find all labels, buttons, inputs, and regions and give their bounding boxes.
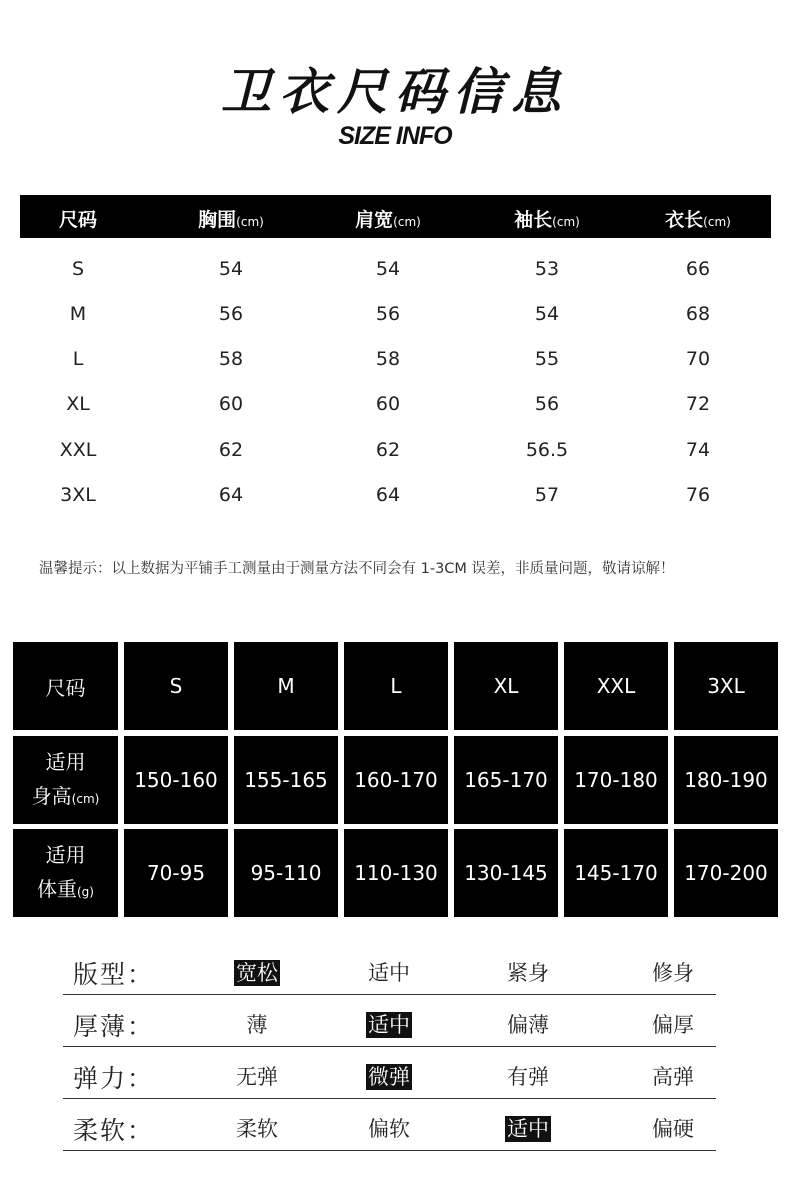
size-cell: M [69,303,87,325]
fit-size-label: 尺码 [13,642,118,730]
measure-table-header [20,195,771,238]
attribute-option: 偏厚 [652,1013,694,1037]
header-length: 衣长(cm) [665,209,731,231]
table-row [20,393,771,423]
fit-height-cell: 155-165 [234,736,338,824]
sleeve-cell: 55 [534,348,560,370]
weight-label-line2: 体重(g) [37,876,94,901]
size-cell: XXL [59,439,97,461]
attribute-option: 柔软 [236,1117,278,1141]
shoulder-cell: 56 [375,303,401,325]
fit-weight-cell: 70-95 [124,829,228,917]
sleeve-cell: 53 [534,258,560,280]
table-row [20,484,771,514]
fit-height-cell: 160-170 [344,736,448,824]
sleeve-cell: 56.5 [525,439,569,461]
attribute-option: 偏薄 [507,1013,549,1037]
fit-weight-cell: 110-130 [344,829,448,917]
table-row [20,303,771,333]
fit-height-cell: 165-170 [454,736,558,824]
shoulder-cell: 62 [375,439,401,461]
header-shoulder: 肩宽(cm) [355,209,421,231]
size-cell: XL [66,393,90,415]
fit-height-label [13,736,118,824]
attribute-option: 有弹 [507,1065,549,1089]
length-cell: 66 [685,258,711,280]
attribute-row-thickness [63,995,716,1047]
fit-height-cell: 170-180 [564,736,668,824]
table-row [20,258,771,288]
page-subtitle: SIZE INFO [338,122,452,150]
sleeve-cell: 57 [534,484,560,506]
header-chest: 胸围(cm) [198,209,264,231]
attribute-option: 偏硬 [652,1117,694,1141]
page-title: 卫衣尺码信息 [221,63,569,121]
attribute-option: 高弹 [652,1065,694,1089]
attribute-row-elasticity [63,1047,716,1099]
attribute-label: 厚薄： [73,1012,155,1041]
fit-size-cell: M [234,642,338,730]
size-cell: L [72,348,84,370]
size-cell: 3XL [60,484,96,506]
shoulder-cell: 54 [375,258,401,280]
attribute-option-selected: 宽松 [236,961,278,985]
attribute-option-selected: 适中 [507,1117,549,1141]
sleeve-cell: 56 [534,393,560,415]
fit-table [13,642,778,917]
fit-weight-cell: 145-170 [564,829,668,917]
attribute-option: 偏软 [368,1117,410,1141]
length-cell: 70 [685,348,711,370]
attribute-option: 薄 [246,1013,268,1037]
chest-cell: 60 [218,393,244,415]
chest-cell: 54 [218,258,244,280]
header-size: 尺码 [58,209,97,231]
sleeve-cell: 54 [534,303,560,325]
fit-weight-cell: 95-110 [234,829,338,917]
attribute-option: 修身 [652,961,694,985]
fit-size-cell: L [344,642,448,730]
attribute-label: 版型： [73,960,155,989]
fit-height-cell: 150-160 [124,736,228,824]
measurement-note: 温馨提示：以上数据为平铺手工测量由于测量方法不同会有 1-3CM 误差，非质量问题，敬请谅解！ [39,561,675,577]
fit-size-cell: XXL [564,642,668,730]
attribute-label: 弹力： [73,1064,155,1093]
height-label-line1: 适用 [45,749,86,774]
weight-label-line1: 适用 [45,842,86,867]
height-label-line2: 身高(cm) [31,783,100,808]
fit-size-cell: S [124,642,228,730]
attribute-row-softness [63,1099,716,1151]
attribute-option-selected: 微弹 [368,1065,410,1089]
fit-size-cell: 3XL [674,642,778,730]
fit-weight-label [13,829,118,917]
size-cell: S [71,258,85,280]
attribute-row-fit [63,943,716,995]
attribute-label: 柔软： [73,1116,155,1145]
chest-cell: 64 [218,484,244,506]
chest-cell: 56 [218,303,244,325]
attribute-option-selected: 适中 [368,1013,410,1037]
shoulder-cell: 58 [375,348,401,370]
attribute-option: 适中 [368,961,410,985]
length-cell: 72 [685,393,711,415]
length-cell: 68 [685,303,711,325]
fit-weight-cell: 170-200 [674,829,778,917]
shoulder-cell: 64 [375,484,401,506]
chest-cell: 62 [218,439,244,461]
length-cell: 76 [685,484,711,506]
shoulder-cell: 60 [375,393,401,415]
header-sleeve: 袖长(cm) [514,209,580,231]
attribute-option: 紧身 [507,961,549,985]
table-row [20,348,771,378]
fit-weight-cell: 130-145 [454,829,558,917]
table-row [20,439,771,469]
length-cell: 74 [685,439,711,461]
chest-cell: 58 [218,348,244,370]
fit-size-cell: XL [454,642,558,730]
attribute-option: 无弹 [236,1065,278,1089]
fit-height-cell: 180-190 [674,736,778,824]
